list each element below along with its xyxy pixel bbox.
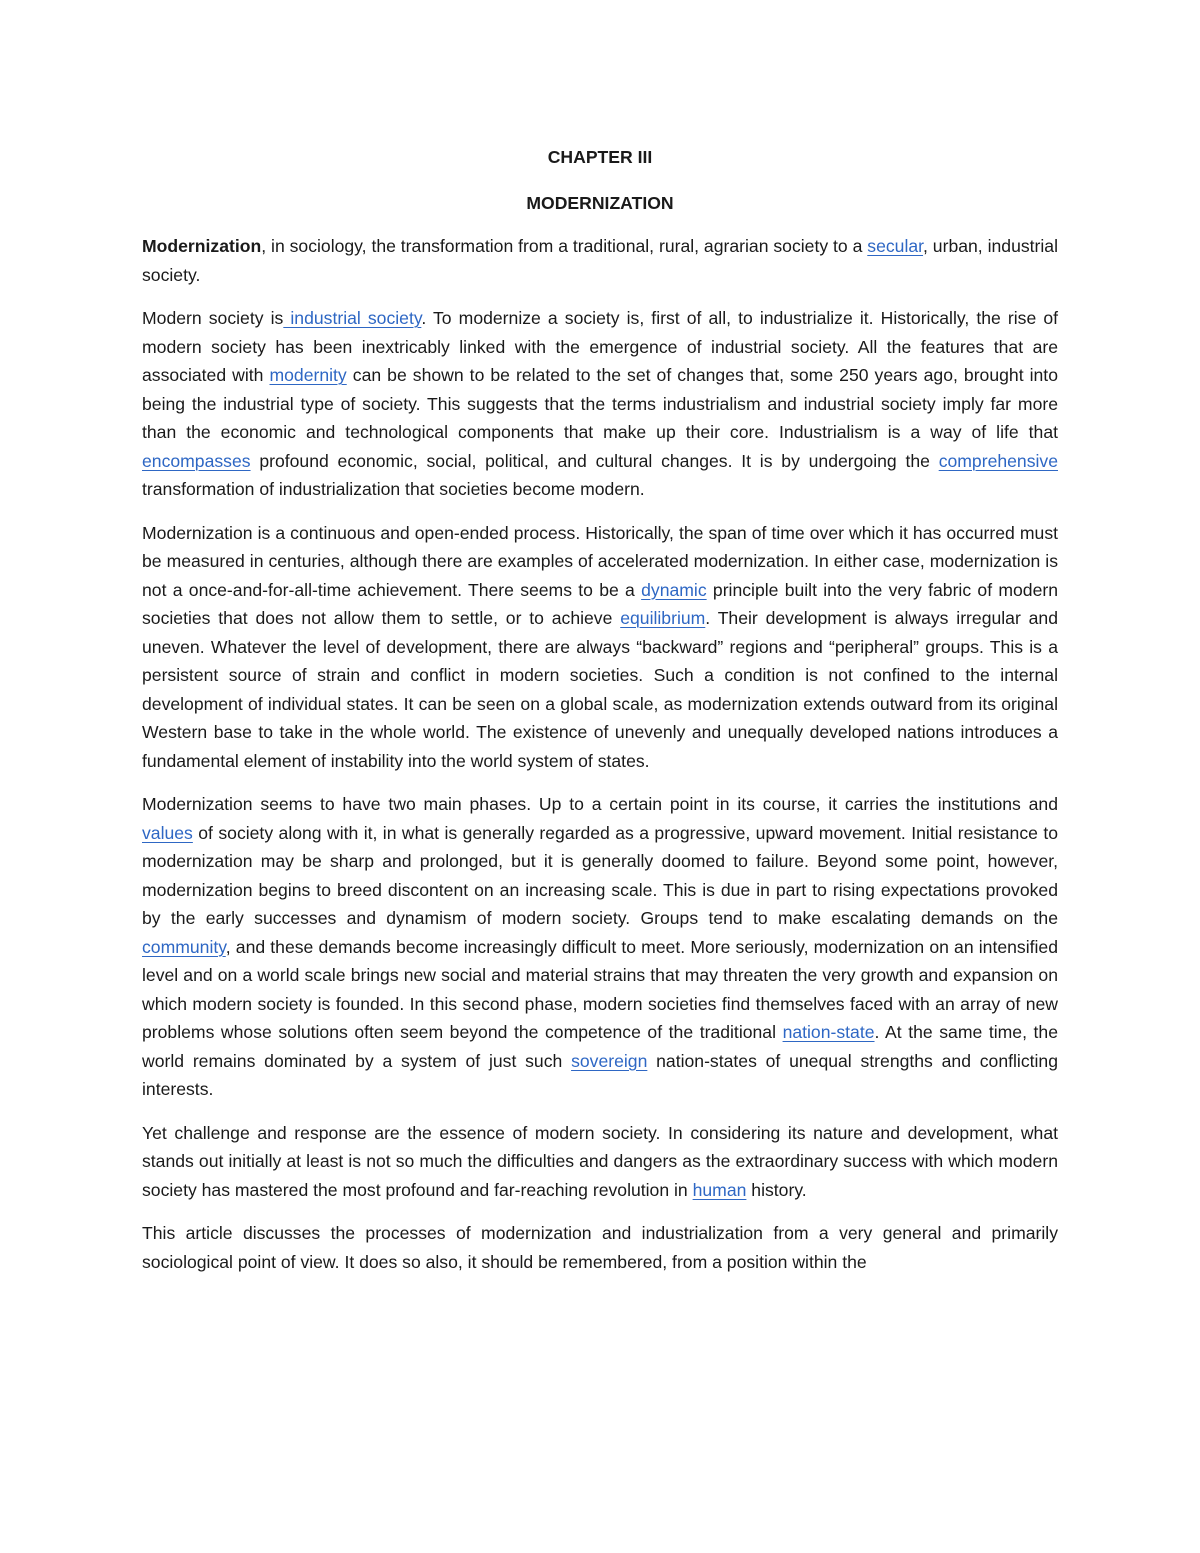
hyperlink-sovereign[interactable]: sovereign [571,1050,648,1071]
text-run: Modernization is a continuous and open-ended process. Historically, the span of time over which it has occurred must be measured in centuries, although there are examples of accelerated modernization. In either case, modernization is not a once-and-for-all-time achievement. There seems to be a [142,522,1058,600]
document-page [142,140,1058,1276]
hyperlink-community[interactable]: community [142,936,226,957]
paragraph [142,232,1058,289]
hyperlink-encompasses[interactable]: encompasses [142,450,251,471]
text-run: transformation of industrialization that societies become modern. [142,479,645,499]
text-run: , in sociology, the transformation from a traditional, rural, agrarian society to a [261,236,868,256]
bold-term: Modernization [142,236,262,256]
text-run: history. [746,1179,807,1200]
hyperlink-equilibrium[interactable]: equilibrium [620,608,706,628]
paragraph [142,790,1058,1104]
text-run: principle built into the very fabric of modern societies that does not allow them to settle, or to achieve [142,579,1059,628]
text-run: of society along with it, in what is generally regarded as a progressive, upward movement. Initial resistance to modernization may be sharp and prolonged, but it is generally doomed to failure. Beyond some point, however, modernization begins to breed discontent on an increasing scale. This is due in part to rising expectations provoked by the early successes and dynamism of modern society. Groups tend to make escalating demands on the [142,822,1058,928]
text-run: , urban, industrial society. [142,236,1058,285]
text-run: . At the same time, the world remains dominated by a system of just such [142,1022,1058,1071]
text-run: This article discusses the processes of modernization and industrialization from a very general and primarily sociological point of view. It does so also, it should be remembered, from a position within the [142,1223,1058,1272]
hyperlink-nation-state[interactable]: nation-state [782,1022,875,1042]
hyperlink-dynamic[interactable]: dynamic [641,579,707,600]
text-run: Yet challenge and response are the essence of modern society. In considering its nature and development, what stands out initially at least is not so much the difficulties and dangers as the extraordinary success with which modern society has mastered the most profound and far-reaching revolution in [142,1122,1058,1200]
chapter-heading: CHAPTER III [547,147,653,167]
text-run: profound economic, social, political, and cultural changes. It is by undergoing the [250,450,939,471]
text-run: . Their development is always irregular and uneven. Whatever the level of development, there are always “backward” regions and “peripheral” groups. This is a persistent source of strain and conflict in modern societies. Such a condition is not confined to the internal development of individual states. It can be seen on a global scale, as modernization extends outward from its original Western base to take in the whole world. The existence of unevenly and unequally developed nations introduces a fundamental element of instability into the world system of states. [142,608,1058,771]
hyperlink-comprehensive[interactable]: comprehensive [938,450,1058,471]
hyperlink-values[interactable]: values [142,822,193,843]
text-run: Modern society is [142,308,284,328]
text-run: nation-states of unequal strengths and conflicting interests. [142,1050,1058,1099]
text-run: Modernization seems to have two main phases. Up to a certain point in its course, it carries the institutions and [142,794,1058,814]
hyperlink-human[interactable]: human [692,1179,747,1200]
hyperlink-modernity[interactable]: modernity [269,365,347,385]
text-run: can be shown to be related to the set of changes that, some 250 years ago, brought into being the industrial type of society. This suggests that the terms industrialism and industrial society imply far more than the economic and technological components that make up their core. Industrialism is a way of life that [142,365,1058,442]
paragraph [142,1119,1058,1205]
text-run: , and these demands become increasingly difficult to meet. More seriously, modernization on an intensified level and on a world scale brings new social and material strains that may threaten the very growth and expansion on which modern society is founded. In this second phase, modern societies find themselves faced with an array of new problems whose solutions often seem beyond the competence of the traditional [142,936,1058,1042]
paragraph [142,1219,1058,1276]
paragraph [142,519,1058,776]
paragraph [142,304,1058,504]
hyperlink-secular[interactable]: secular [867,236,924,256]
document-title: MODERNIZATION [526,192,674,213]
text-run: . To modernize a society is, first of all, to industrialize it. Historically, the rise of modern society has been inextricably linked with the emergence of industrial society. All the features that are associated with [142,308,1058,385]
hyperlink-industrial-society[interactable]: industrial society [283,308,422,328]
document-body [142,232,1058,1276]
